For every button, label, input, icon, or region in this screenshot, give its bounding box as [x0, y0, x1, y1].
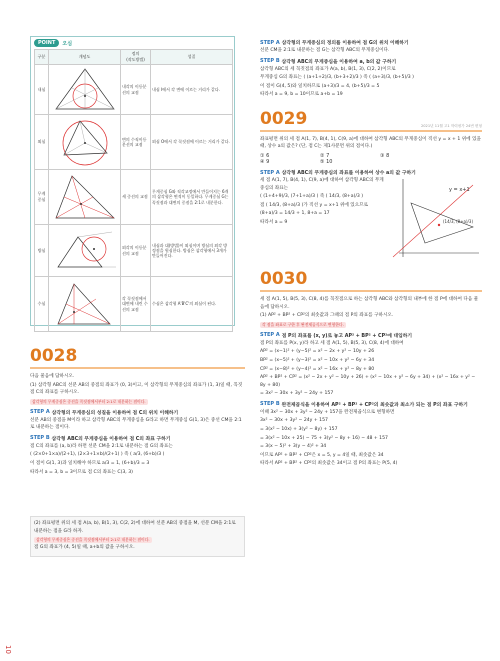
formula: ( (2×0+1×a)/(2+1), (2×3+1×b)/(2+1) ) 즉 ( a/3, (6+b)/3 ): [30, 452, 165, 458]
question-2-last: 점 G의 좌표가 (4, 5)일 때, a+b의 값을 구하시오.: [34, 545, 135, 551]
row-name: 수심: [35, 277, 49, 332]
step-tag: STEP B: [260, 401, 280, 408]
row-name: 내심: [35, 65, 49, 115]
problem-number: 0028: [30, 346, 78, 366]
step-body: 선분 CM을 2:1로 내분하는 점 G는 삼각형 ABC의 무게중심이다.: [260, 48, 390, 53]
row-prop: 수심은 삼각형 A'B'C'의 외심이 된다.: [151, 277, 233, 332]
coordinate-graph: [389, 177, 481, 261]
derivation-line: AP² = (x−1)² + (y−5)² = x² − 2x + y² − 10y + 26: [260, 349, 375, 355]
step-body: 선분 AB의 중점을 M이라 하고 삼각형 ABC의 무게중심을 G라고 하면 무게중심 G(1, 3)은 중선 CM을 2:1로 내분하는 점이다.: [30, 417, 242, 431]
problem-0030: [260, 269, 482, 468]
step-title: 삼각형 ABC의 무게중심을 이용하여 점 C의 좌표 구하기: [51, 436, 171, 442]
derivation-line: AP² + BP² + CP² = (x² − 2x + y² − 10y + 26) + (x² − 10x + y² − 6y + 34) + (x² − 16x + y² − 8y + 80): [260, 375, 476, 388]
table-row: [35, 277, 233, 332]
point-tag: POINT: [34, 39, 59, 47]
question: 세 점 A(1, 5), B(5, 3), C(8, 4)를 꼭짓점으로 하는 삼각형 ABC와 삼각형의 내부에 한 점 P에 대하여 다음 물음에 답하시오.: [260, 297, 479, 310]
answer: 따라서 AP² + BP² + CP²의 최솟값은 34이고 점 P의 좌표는 P(5, 4): [260, 461, 398, 467]
point-header: [31, 37, 234, 49]
step-title: 점 P의 좌표를 (x, y)로 놓고 AP² + BP² + CP²에 대입하기: [281, 333, 413, 339]
row-prop: 내심과 대(방법)이 외심이며 방심의 외각 방정점을 원심한다. 방심은 삼각형에서 3개가 만들어진다.: [151, 225, 233, 277]
orthocenter-figure: [49, 277, 121, 332]
step-body: 이 점이 G(1, 3)과 일치해야 하므로 a/3 = 1, (6+b)/3 = 3: [30, 461, 150, 467]
row-def: 각 꼭짓점에서 대변에 내린 수선의 교점: [121, 277, 151, 332]
step-tag: STEP B: [260, 58, 280, 65]
step-a: [260, 39, 482, 46]
equation: (8+a)/3 = 14/3 + 1, 8+a = 17: [260, 211, 330, 217]
problem-0028: [30, 346, 245, 557]
choice: ④ 9: [260, 159, 270, 166]
row-def: 외각의 이등분선의 교점: [121, 225, 151, 277]
row-name: 방심: [35, 225, 49, 277]
solution-text: [260, 177, 385, 261]
step-tag: STEP A: [260, 169, 280, 176]
step-body: 삼각형 ABC의 세 꼭짓점의 좌표가 A(a, b), B(1, 3), C(2, 2)이므로: [260, 66, 396, 72]
row-name: 무게중심: [35, 170, 49, 225]
step-b: [260, 58, 482, 65]
problem-header: [260, 109, 482, 129]
point-box: [30, 36, 235, 326]
step-title: 삼각형 ABC의 무게중심의 좌표를 이용하여 상수 a의 값 구하기: [281, 171, 416, 177]
derivation-line: = 3(x − 5)² + 3(y − 4)² + 34: [260, 444, 327, 450]
point-title: 오심: [62, 40, 73, 47]
col-header: 구분: [35, 50, 49, 65]
step-tag: STEP A: [30, 409, 50, 416]
derivation-line: = 3x² − 30x + 3y² − 24y + 157: [260, 391, 334, 397]
col-header: 성질: [151, 50, 233, 65]
centroid-figure: [49, 170, 121, 225]
problem-intro: 다음 물음에 답하시오.: [30, 374, 75, 379]
circumcenter-figure: [49, 115, 121, 170]
col-header: 개념도: [49, 50, 121, 65]
problem-number: 0029: [260, 108, 308, 129]
hint-note: 삼각형의 무게중심은 중선을 꼭짓점에서부터 2:1로 내분하는 점이다.: [36, 537, 150, 543]
graph-line-label: y = x+1: [449, 187, 470, 194]
derivation-line: 이때 3x² − 30x + 3y² − 24y + 157을 완전제곱식으로 변형하면: [260, 409, 395, 415]
row-prop: 무게중심 G와 직각교정에서 만들어지는 6개의 삼각형은 면적이 동일하다. 무게중심 G는 꼭짓점과 대변의 중점을 2:1로 내분한다.: [151, 170, 233, 225]
step-title: 삼각형의 무게중심의 정의를 이용하여 점 G의 위치 이해하기: [281, 41, 409, 46]
problem-0028-continued: [260, 39, 482, 99]
step-b: [30, 435, 245, 442]
row-def: 세 중선의 교점: [121, 170, 151, 225]
step-body: 점 P의 좌표를 P(x, y)라 하고 세 점 A(1, 5), B(5, 3), C(8, 4)에 대하여: [260, 340, 404, 346]
question-2-box: [30, 516, 245, 557]
derivation-line: CP² = (x−8)² + (y−4)² = x² − 16x + y² − 8y + 80: [260, 366, 375, 372]
question-1: (1) 삼각형 ABC의 선분 AB의 중점의 좌표가 (0, 3)이고, 이 삼각형의 무게중심의 좌표가 (1, 3)일 때, 꼭짓점 C의 좌표를 구하시오.: [30, 382, 243, 396]
step-tag: STEP A: [260, 332, 280, 339]
choice: ③ 8: [380, 153, 390, 160]
choice: ⑤ 10: [320, 159, 333, 166]
table-row: [35, 225, 233, 277]
answer: 따라서 a = 3, b = 3이므로 점 C의 좌표는 C(3, 3): [30, 469, 133, 475]
col-header: 정의 (작도방법): [121, 50, 151, 65]
derivation-line: 3x² − 30x + 3y² − 24y + 157: [260, 418, 328, 424]
point-table: [34, 49, 233, 332]
derivation-line: 이므로 AP² + BP² + CP²은 x = 5, y = 4일 때, 최솟값은 34: [260, 452, 384, 458]
row-prop: 내심 I에서 각 변에 이르는 거리가 같다.: [151, 65, 233, 115]
row-prop: 외심 O에서 각 꼭짓점에 이르는 거리가 같다.: [151, 115, 233, 170]
left-column: [30, 36, 245, 557]
hint-note: 삼각형의 무게중심은 중선을 꼭짓점에서부터 2:1로 내분하는 점이다.: [32, 398, 146, 404]
problem-number: 0030: [260, 269, 308, 290]
step-title: 삼각형의 무게중심의 성질을 이용하여 점 C의 위치 이해하기: [51, 410, 179, 416]
step-tag: STEP B: [30, 435, 50, 442]
step-b: [260, 401, 482, 408]
step-tag: STEP A: [260, 39, 280, 46]
divider: [30, 367, 245, 369]
answer: 따라서 a = 9: [260, 219, 288, 225]
answer: 따라서 a = 9, b = 10이므로 a+b = 19: [260, 92, 343, 98]
step-a: [260, 332, 482, 339]
step-title: 완전제곱식을 이용하여 AP² + BP² + CP²의 최솟값과 최소가 되는 점 P의 좌표 구하기: [281, 402, 468, 408]
point-table-header: [35, 50, 233, 65]
derivation-line: = 3(x² − 10x) + 3(y² − 8y) + 157: [260, 426, 338, 432]
step-body: 이 점이 G(4, 5)와 일치하므로 (a+3)/3 = 4, (b+5)/3 = 5: [260, 83, 380, 89]
row-def: 변의 수직이등분선의 교점: [121, 115, 151, 170]
divider: [260, 290, 482, 292]
derivation-line: BP² = (x−5)² + (y−3)² = x² − 10x + y² − 6y + 34: [260, 357, 375, 363]
graph-point-label: (14/3, (8+a)/3): [443, 219, 474, 225]
derivation-line: = 3(x² − 10x + 25) − 75 + 3(y² − 8y + 16) − 48 + 157: [260, 435, 388, 441]
formula: ( (1+4+9)/3, (7+1+a)/3 ) 즉 ( 14/3, (8+a)/3 ): [260, 194, 364, 200]
excenter-figure: [49, 225, 121, 277]
solution-with-graph: [260, 177, 482, 261]
question-1: (1) AP² + BP² + CP²의 최솟값과 그때의 점 P의 좌표를 구하시오.: [260, 313, 394, 319]
row-name: 외심: [35, 115, 49, 170]
step-body: 세 점 A(1, 7), B(4, 1), C(9, a)에 대하여 삼각형 ABC의 무게중심의 좌표는: [260, 178, 384, 191]
incenter-figure: [49, 65, 121, 115]
row-def: 내각의 이등분선의 교점: [121, 65, 151, 115]
page-number: 10: [4, 645, 12, 654]
formula: 무게중심 G의 좌표는 ( (a+1+2)/3, (b+3+2)/3 ) 즉 ( (a+3)/3, (b+5)/3 ): [260, 75, 414, 81]
question-2: (2) 좌표평면 위의 세 점 A(a, b), B(1, 3), C(2, 2)에 대하여 선분 AB의 중점을 M, 선분 CM을 2:1로 내분하는 점을 G라 하자.: [34, 521, 236, 534]
table-row: [35, 170, 233, 225]
choices: [260, 153, 440, 165]
step-a: [260, 169, 482, 176]
table-row: [35, 115, 233, 170]
choice: ② 7: [320, 153, 330, 160]
step-body: 점 C의 좌표를 (a, b)라 하면 선분 CM을 2:1로 내분하는 점 G의 좌표는: [30, 443, 173, 449]
step-a: [30, 409, 245, 416]
right-column: [260, 36, 482, 469]
problem-0029: [260, 109, 482, 261]
choice: ① 6: [260, 153, 270, 160]
step-title: 삼각형 ABC의 무게중심을 이용하여 a, b의 값 구하기: [281, 59, 397, 65]
step-body: 점 ( 14/3, (8+a)/3 )가 직선 y = x+1 위에 있으므로: [260, 202, 369, 208]
divider: [260, 130, 482, 132]
problem-source: 2021년 11월 고1 학력평가 24번 변형: [420, 123, 482, 128]
table-row: [35, 65, 233, 115]
question: 좌표평면 위의 세 점 A(1, 7), B(4, 1), C(9, a)에 대하여 삼각형 ABC의 무게중심이 직선 y = x + 1 위에 있을 때, 상수 a의 값은? (단, 점 C는 제1사분면 위의 점이다.): [260, 136, 481, 150]
hint-note: 각 점을 좌표로 구한 후 완전제곱식으로 변형한다.: [262, 321, 344, 327]
